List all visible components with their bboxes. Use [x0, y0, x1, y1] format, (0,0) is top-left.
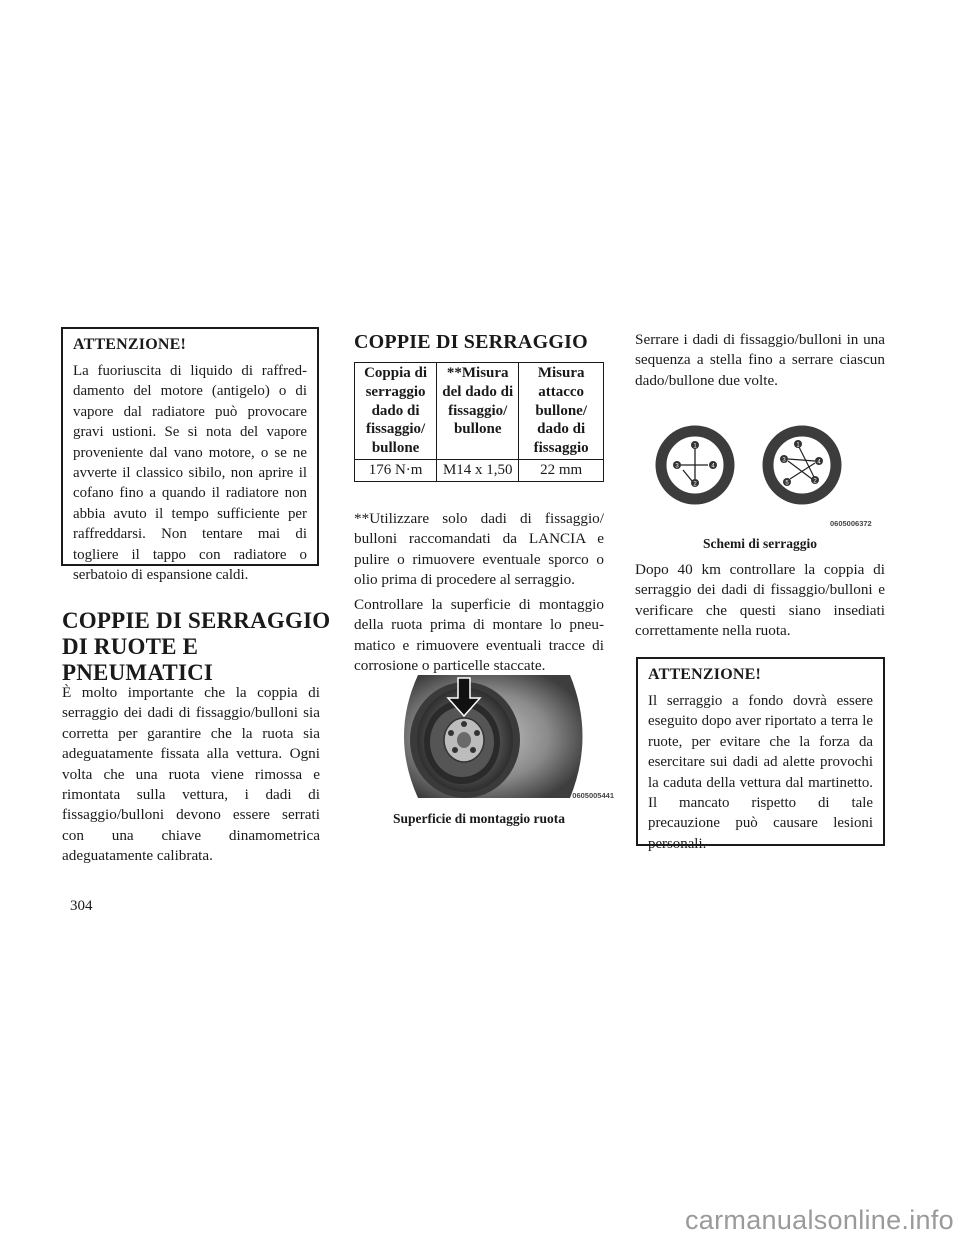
- table-row: [355, 459, 604, 481]
- warning-title: ATTENZIONE!: [73, 336, 187, 353]
- page-number: 304: [70, 898, 93, 914]
- figure-caption-tightening-patterns: Schemi di serraggio: [703, 536, 817, 551]
- torque-table-heading: COPPIE DI SERRAGGIO: [354, 331, 588, 353]
- svg-text:3: 3: [782, 457, 786, 464]
- heading-line-2: DI RUOTE E: [62, 634, 199, 659]
- table-header-nut-size: **Misura del dado di fissaggio/ bullone: [437, 363, 519, 460]
- star-sequence-paragraph: Serrare i dadi di fissaggio/bulloni in una sequenza a stella fino a serrare ciascun dado/bullone due volte.: [635, 331, 885, 389]
- torque-spec-table: [354, 362, 604, 482]
- svg-text:2: 2: [813, 478, 817, 485]
- warning-box-lowering: [636, 657, 885, 852]
- warning-text: Il serraggio a fondo dovrà essere eseguito dopo aver riportato a terra le ruote, per evitare che la forza da esercitare sui dadi ad alette provochi la caduta della vettura dal martinetto. Il mancato rispetto di tale precauzione può causare lesioni personali.: [648, 693, 873, 852]
- figure-code: 0605006372: [830, 519, 872, 528]
- svg-text:4: 4: [711, 463, 715, 470]
- svg-text:1: 1: [796, 442, 800, 449]
- table-cell-torque: 176 N·m: [355, 459, 437, 481]
- table-cell-nut-size: M14 x 1,50: [437, 459, 519, 481]
- warning-box-coolant: [61, 327, 319, 584]
- wheel-torque-intro-paragraph: È molto importante che la coppia di serraggio dei dadi di fissaggio/bulloni sia corretta per garantire che la ruota sia adeguatamente fissata alla vettura. Ogni volta che una ruota viene rimossa e rimontata sulla vettura, i dadi di fissaggio/bulloni devono essere serrati con una chiave dinamometrica adeguatamente calibrata.: [62, 684, 320, 865]
- mounting-surface-paragraph: Controllare la superficie di montaggio della ruota prima di montare lo pneumatico e rimuovere eventuali tracce di corrosione o particelle staccate.: [354, 596, 604, 675]
- star-pattern-4-bolt-icon: [655, 425, 735, 505]
- table-cell-bolt-size: 22 mm: [519, 459, 604, 481]
- wheel-hub-arrow-icon: [390, 670, 610, 802]
- star-pattern-5-bolt-icon: [762, 425, 842, 505]
- heading-line-1: COPPIE DI SERRAGGIO: [62, 608, 331, 633]
- watermark: carmanualsonline.info: [685, 1205, 954, 1235]
- warning-text: La fuoriuscita di liquido di raffreddamento del motore (antigelo) o di vapore dal radiatore può provocare gravi ustioni. Se si nota del vapore proveniente dal vano motore, o se ne avverte il classico sibilo, non aprire il cofano fino a quando il radiatore non abbia avuto il tempo sufficiente per raffreddarsi. Non tentare mai di togliere il tappo con radiatore o serbatoio di espansione caldi.: [73, 363, 307, 584]
- section-heading-wheel-torque: [62, 608, 332, 686]
- tightening-patterns-figure: [650, 420, 890, 528]
- table-header-row: [355, 363, 604, 460]
- svg-text:5: 5: [785, 480, 789, 487]
- figure-code: 0605005441: [572, 791, 614, 800]
- table-header-torque: Coppia di serraggio dado di fissaggio/ bullone: [355, 363, 437, 460]
- recheck-after-40km-paragraph: Dopo 40 km controllare la coppia di serraggio dei dadi di fissaggio/bulloni e verificare che questi siano insediati correttamente nella ruota.: [635, 561, 885, 640]
- svg-text:4: 4: [817, 459, 821, 466]
- svg-text:3: 3: [675, 463, 679, 470]
- figure-caption-mounting-surface: Superficie di montaggio ruota: [392, 811, 566, 826]
- wheel-mounting-surface-figure: [390, 670, 614, 802]
- svg-text:2: 2: [693, 481, 697, 488]
- warning-title: ATTENZIONE!: [648, 666, 762, 683]
- heading-line-3: PNEUMATICI: [62, 660, 214, 685]
- svg-text:1: 1: [693, 443, 697, 450]
- lancia-nuts-note: **Utilizzare solo dadi di fissaggio/ bulloni raccomandati da LANCIA e pulire o rimuovere eventuale sporco o olio prima di procedere al serraggio.: [354, 510, 604, 589]
- table-header-bolt-size: Misura attacco bullone/ dado di fissaggio: [519, 363, 604, 460]
